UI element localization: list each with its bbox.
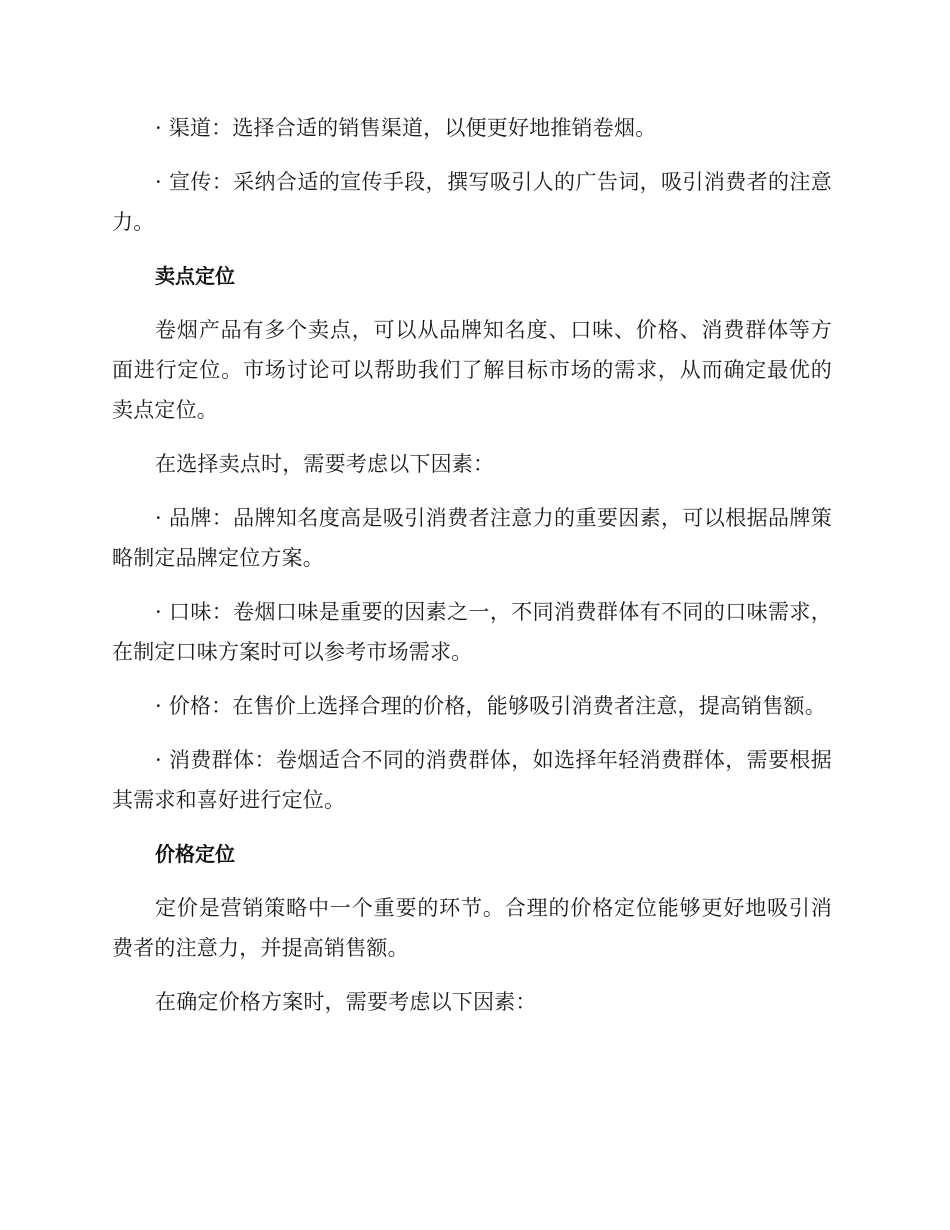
document-body bbox=[112, 108, 832, 1036]
paragraph-selling-point-factors: 在选择卖点时，需要考虑以下因素： bbox=[155, 452, 495, 476]
bullet-brand: · 品牌：品牌知名度高是吸引消费者注意力的重要因素，可以根据品牌策略制定品牌定位方案。 bbox=[112, 506, 832, 570]
bullet-price: · 价格：在售价上选择合理的价格，能够吸引消费者注意，提高销售额。 bbox=[155, 694, 826, 718]
paragraph-selling-point-intro: 卷烟产品有多个卖点，可以从品牌知名度、口味、价格、消费群体等方面进行定位。市场讨论可以帮助我们了解目标市场的需求，从而确定最优的卖点定位。 bbox=[112, 318, 832, 422]
section-heading-selling-point: 卖点定位 bbox=[155, 264, 235, 288]
bullet-promotion: · 宣传：采纳合适的宣传手段，撰写吸引人的广告词，吸引消费者的注意力。 bbox=[112, 170, 832, 234]
bullet-consumer-group: · 消费群体：卷烟适合不同的消费群体，如选择年轻消费群体，需要根据其需求和喜好进行定位。 bbox=[112, 748, 832, 812]
paragraph-pricing-factors: 在确定价格方案时，需要考虑以下因素： bbox=[155, 990, 537, 1014]
bullet-channel: · 渠道：选择合适的销售渠道，以便更好地推销卷烟。 bbox=[155, 116, 657, 140]
bullet-taste: · 口味：卷烟口味是重要的因素之一，不同消费群体有不同的口味需求，在制定口味方案时可以参考市场需求。 bbox=[112, 600, 832, 664]
section-heading-price-positioning: 价格定位 bbox=[155, 842, 235, 866]
paragraph-pricing-intro: 定价是营销策略中一个重要的环节。合理的价格定位能够更好地吸引消费者的注意力，并提高销售额。 bbox=[112, 896, 832, 960]
